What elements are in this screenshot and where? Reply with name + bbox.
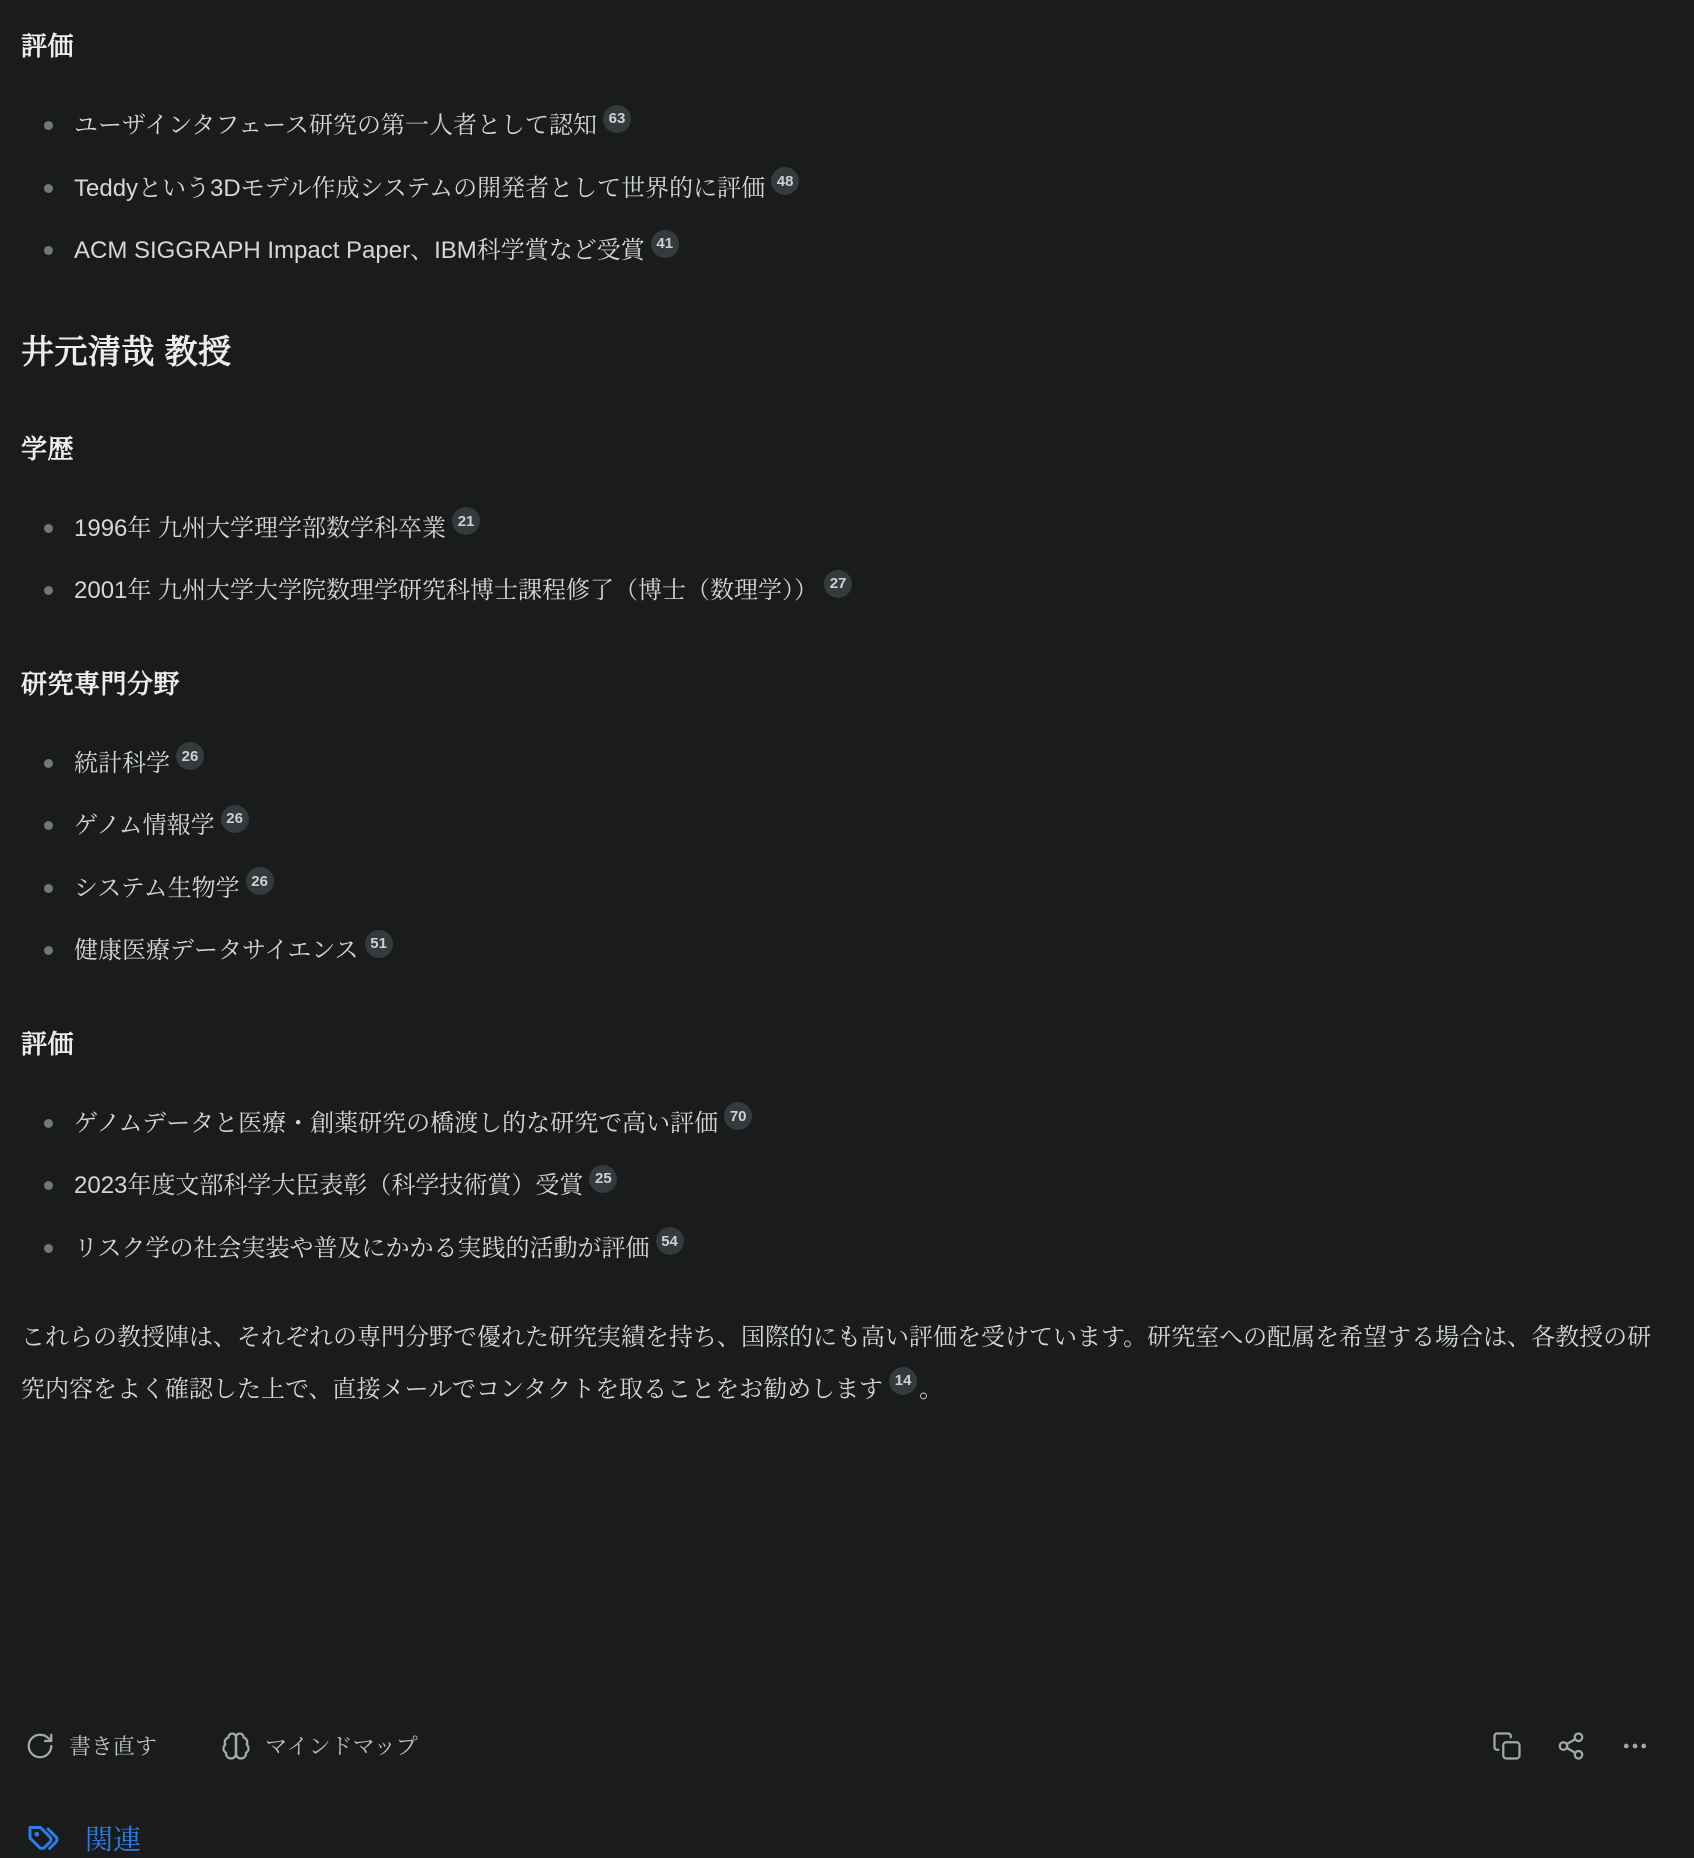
list-item-text: 2023年度文部科学大臣表彰（科学技術賞）受賞: [74, 1172, 584, 1199]
list-item: [44, 747, 1652, 781]
list-item: [44, 934, 1652, 968]
list-item-text: 2001年 九州大学大学院数理学研究科博士課程修了（博士（数理学））: [74, 577, 819, 604]
section-heading-research-fields: 研究専門分野: [21, 668, 181, 699]
share-icon: [1556, 1731, 1586, 1761]
list-item: [44, 574, 1652, 608]
evaluation-list-1: [21, 109, 1652, 268]
citation-badge[interactable]: 26: [246, 867, 274, 895]
citation-badge[interactable]: 51: [365, 930, 393, 958]
citation-badge[interactable]: 70: [724, 1102, 752, 1130]
list-item: [44, 872, 1652, 906]
citation-badge[interactable]: 27: [824, 570, 852, 598]
citation-badge[interactable]: 26: [221, 805, 249, 833]
closing-text: これらの教授陣は、それぞれの専門分野で優れた研究実績を持ち、国際的にも高い評価を受けています。研究室への配属を希望する場合は、各教授の研究内容をよく確認した上で、直接メールでコンタクトを取ることをお勧めします: [21, 1324, 1652, 1403]
share-button[interactable]: [1552, 1727, 1590, 1765]
evaluation-list-2: [21, 1107, 1652, 1266]
section-heading-education: 学歴: [21, 433, 75, 464]
list-item-text: Teddyという3Dモデル作成システムの開発者として世界的に評価: [74, 174, 766, 202]
rewrite-label: 書き直す: [69, 1734, 158, 1759]
citation-badge[interactable]: 14: [889, 1367, 917, 1395]
citation-badge[interactable]: 54: [656, 1227, 684, 1255]
list-item: [44, 234, 1652, 268]
list-item: [44, 172, 1652, 206]
citation-badge[interactable]: 63: [603, 105, 631, 133]
list-item-text: ゲノム情報学: [74, 812, 215, 839]
citation-badge[interactable]: 25: [589, 1165, 617, 1193]
professor-name-heading: 井元清哉 教授: [21, 332, 232, 370]
list-item-text: 統計科学: [74, 749, 170, 777]
more-options-button[interactable]: [1616, 1727, 1654, 1765]
mindmap-button[interactable]: [217, 1726, 422, 1765]
section-heading-evaluation-1: 評価: [21, 31, 75, 61]
citation-badge[interactable]: 21: [452, 507, 480, 535]
citation-badge[interactable]: 48: [771, 167, 799, 195]
answer-action-bar: [21, 1726, 1654, 1765]
related-section-link[interactable]: [27, 1818, 141, 1858]
rewrite-icon: [25, 1731, 55, 1761]
list-item-text: ユーザインタフェース研究の第一人者として認知: [74, 112, 597, 139]
closing-suffix: 。: [919, 1376, 944, 1403]
list-item-text: ACM SIGGRAPH Impact Paper、IBM科学賞など受賞: [74, 237, 645, 264]
citation-badge[interactable]: 26: [176, 742, 204, 770]
list-item-text: リスク学の社会実装や普及にかかる実践的活動が評価: [74, 1234, 650, 1262]
research-fields-list: [21, 747, 1652, 968]
citation-badge[interactable]: 41: [651, 230, 679, 258]
list-item-text: 健康医療データサイエンス: [74, 937, 359, 964]
copy-icon: [1492, 1731, 1522, 1761]
copy-button[interactable]: [1488, 1727, 1526, 1765]
list-item-text: システム生物学: [74, 874, 240, 902]
action-bar-right: [1488, 1727, 1654, 1765]
mindmap-label: マインドマップ: [265, 1734, 418, 1759]
list-item: [44, 1232, 1652, 1266]
list-item-text: ゲノムデータと医療・創薬研究の橋渡し的な研究で高い評価: [74, 1109, 719, 1137]
brain-icon: [221, 1731, 251, 1761]
list-item: [44, 1169, 1652, 1203]
rewrite-button[interactable]: [21, 1726, 161, 1765]
list-item: [44, 809, 1652, 843]
list-item: [44, 109, 1652, 143]
list-item-text: 1996年 九州大学理学部数学科卒業: [74, 514, 447, 542]
closing-paragraph: [21, 1312, 1652, 1416]
ellipsis-icon: [1620, 1731, 1650, 1761]
section-heading-evaluation-2: 評価: [21, 1028, 75, 1059]
related-label: 関連: [85, 1824, 142, 1855]
list-item: [44, 512, 1652, 546]
list-item: [44, 1107, 1652, 1141]
education-list: [21, 512, 1652, 608]
tags-icon: [27, 1820, 63, 1856]
action-bar-left: [21, 1726, 422, 1765]
